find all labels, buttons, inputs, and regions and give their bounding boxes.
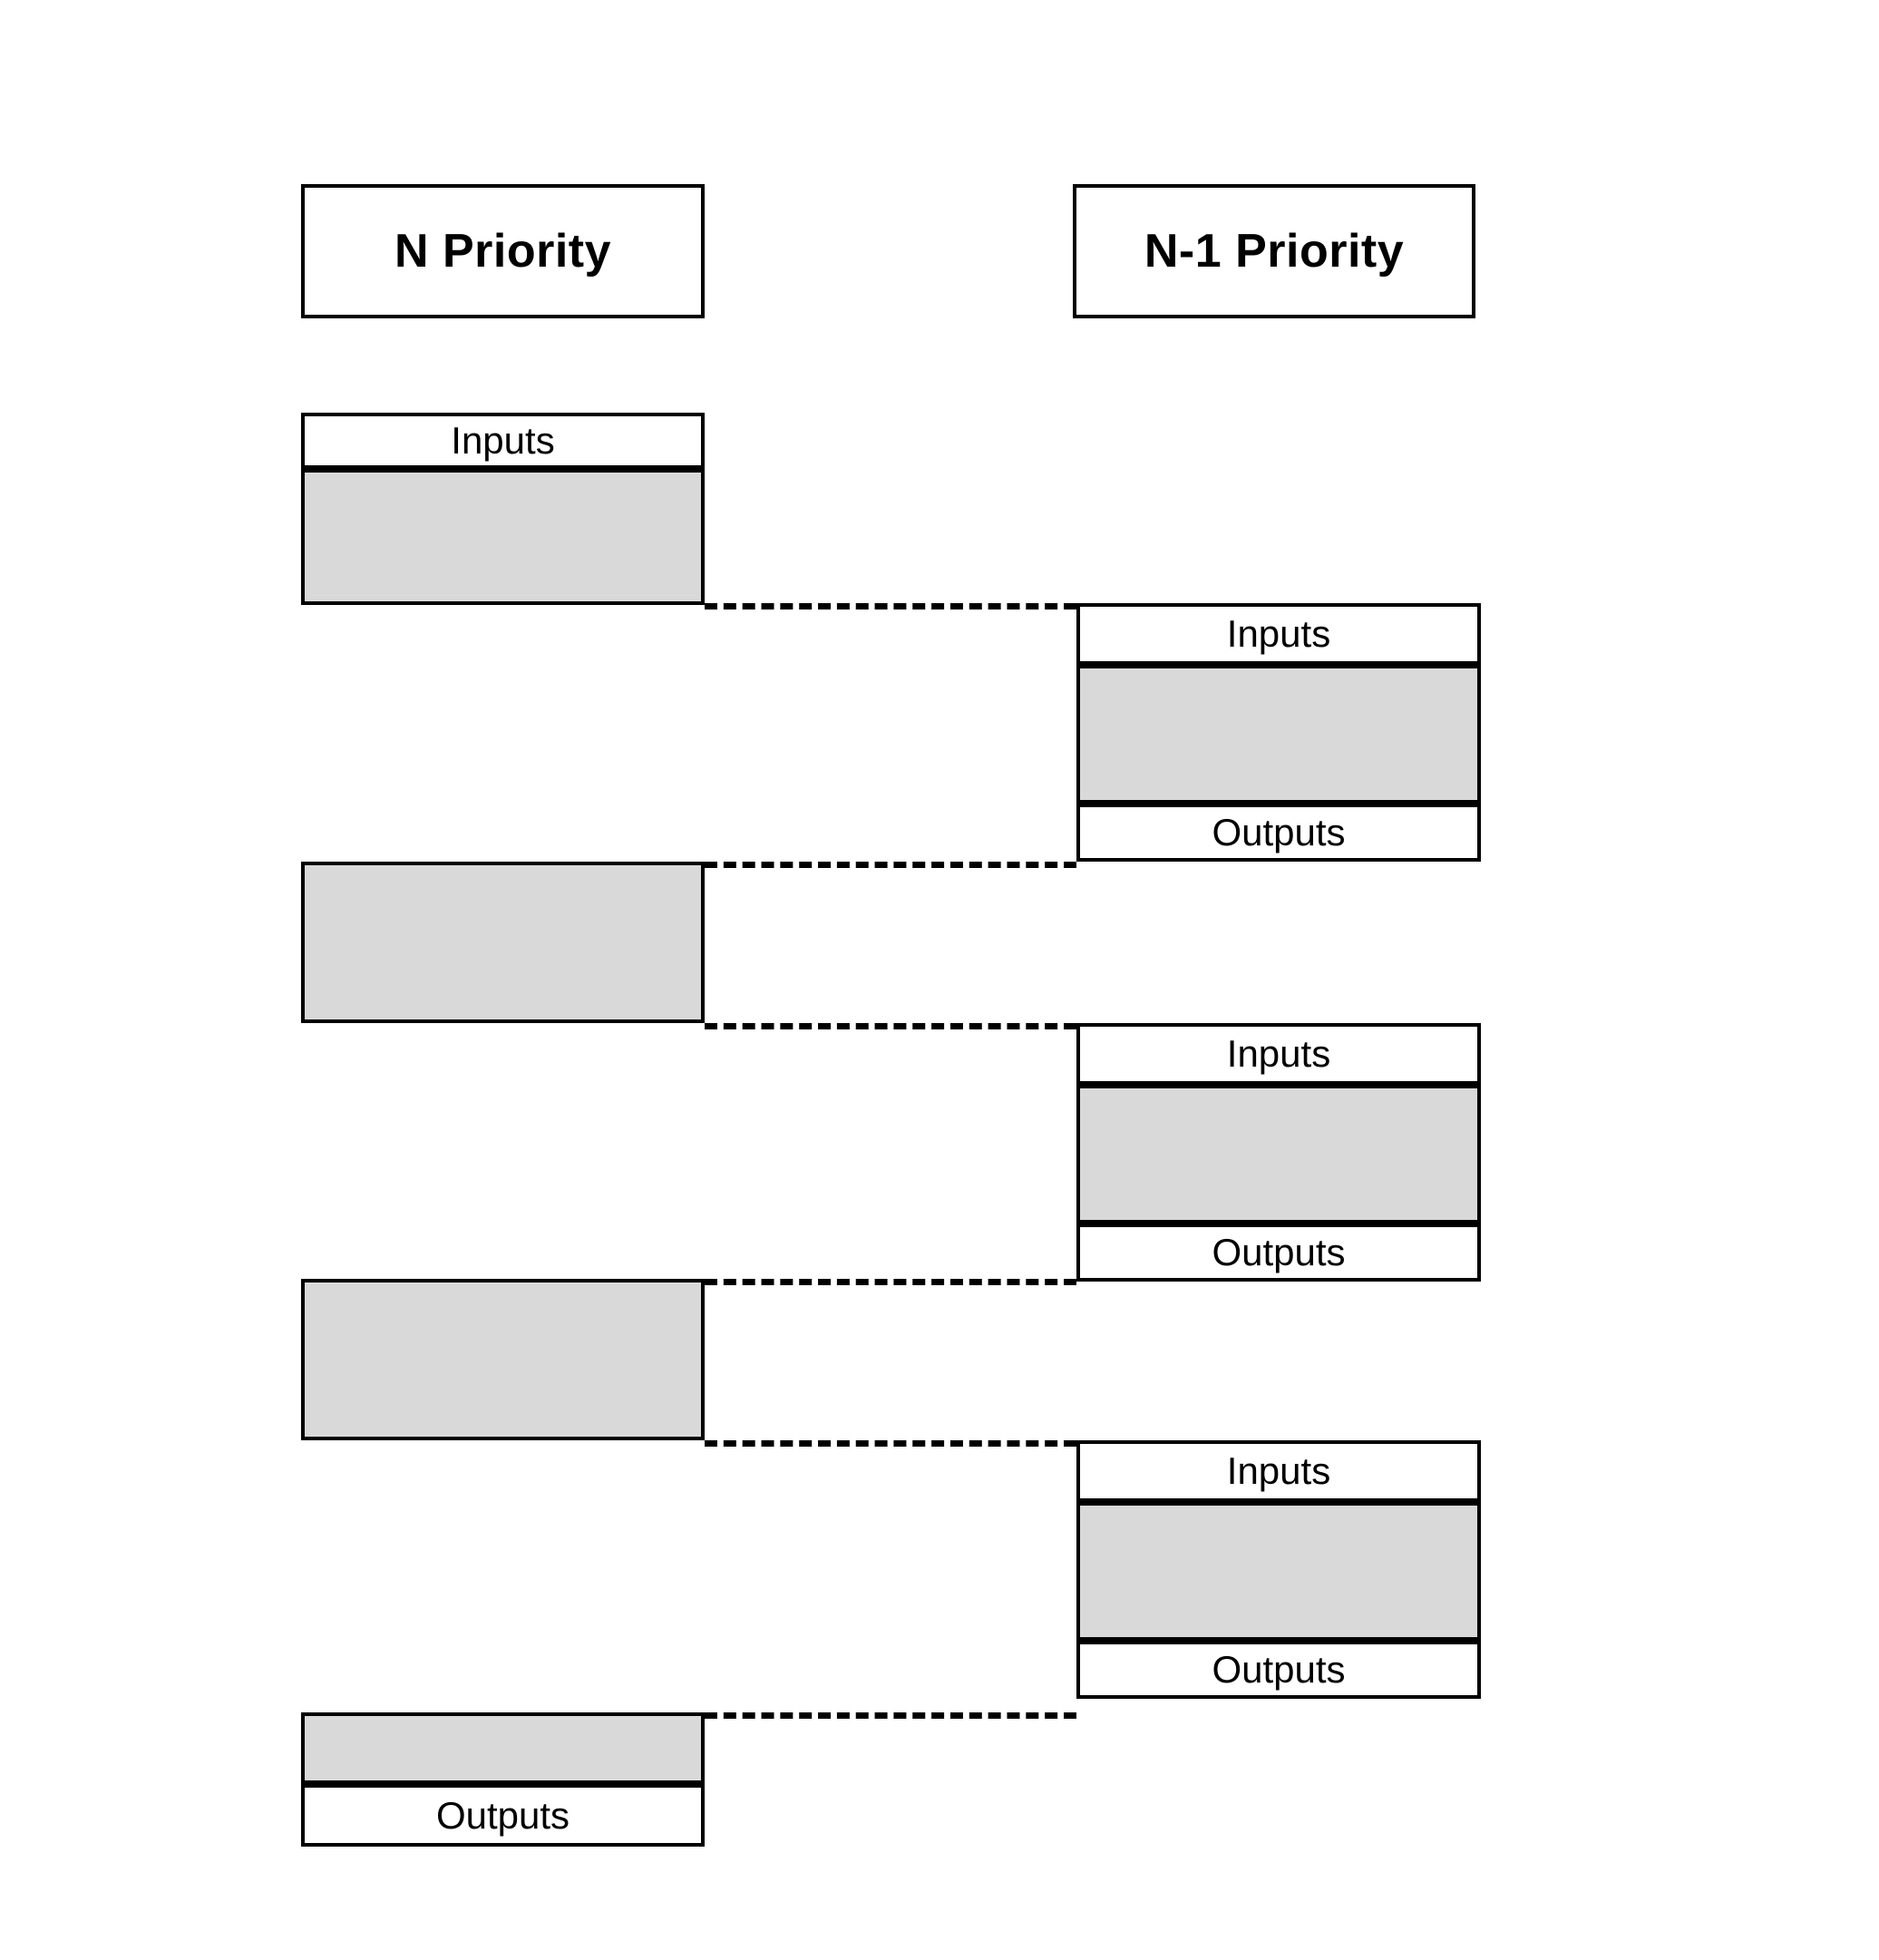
left-block-4-body <box>301 1712 705 1784</box>
left-block-1-body <box>301 469 705 605</box>
connector-right2-to-left3 <box>705 1279 1076 1285</box>
right-block-1-inputs-label: Inputs <box>1076 603 1481 665</box>
left-block-2-body <box>301 862 705 1023</box>
connector-right1-to-left2 <box>705 862 1076 868</box>
left-block-1-inputs-label: Inputs <box>301 413 705 469</box>
column-header-n-1-priority: N-1 Priority <box>1073 184 1475 318</box>
right-block-3-body <box>1076 1502 1481 1641</box>
right-block-2-outputs-label: Outputs <box>1076 1224 1481 1282</box>
right-block-2-body <box>1076 1085 1481 1224</box>
left-block-3-body <box>301 1279 705 1440</box>
column-header-n-priority: N Priority <box>301 184 705 318</box>
right-block-2-inputs-label: Inputs <box>1076 1023 1481 1085</box>
right-block-1-body <box>1076 665 1481 804</box>
connector-right3-to-left4 <box>705 1712 1076 1719</box>
connector-left1-to-right1 <box>705 603 1076 609</box>
right-block-3-inputs-label: Inputs <box>1076 1440 1481 1502</box>
right-block-1-outputs-label: Outputs <box>1076 804 1481 862</box>
left-block-4-outputs-label: Outputs <box>301 1784 705 1847</box>
connector-left3-to-right3 <box>705 1440 1076 1447</box>
right-block-3-outputs-label: Outputs <box>1076 1641 1481 1699</box>
connector-left2-to-right2 <box>705 1023 1076 1029</box>
